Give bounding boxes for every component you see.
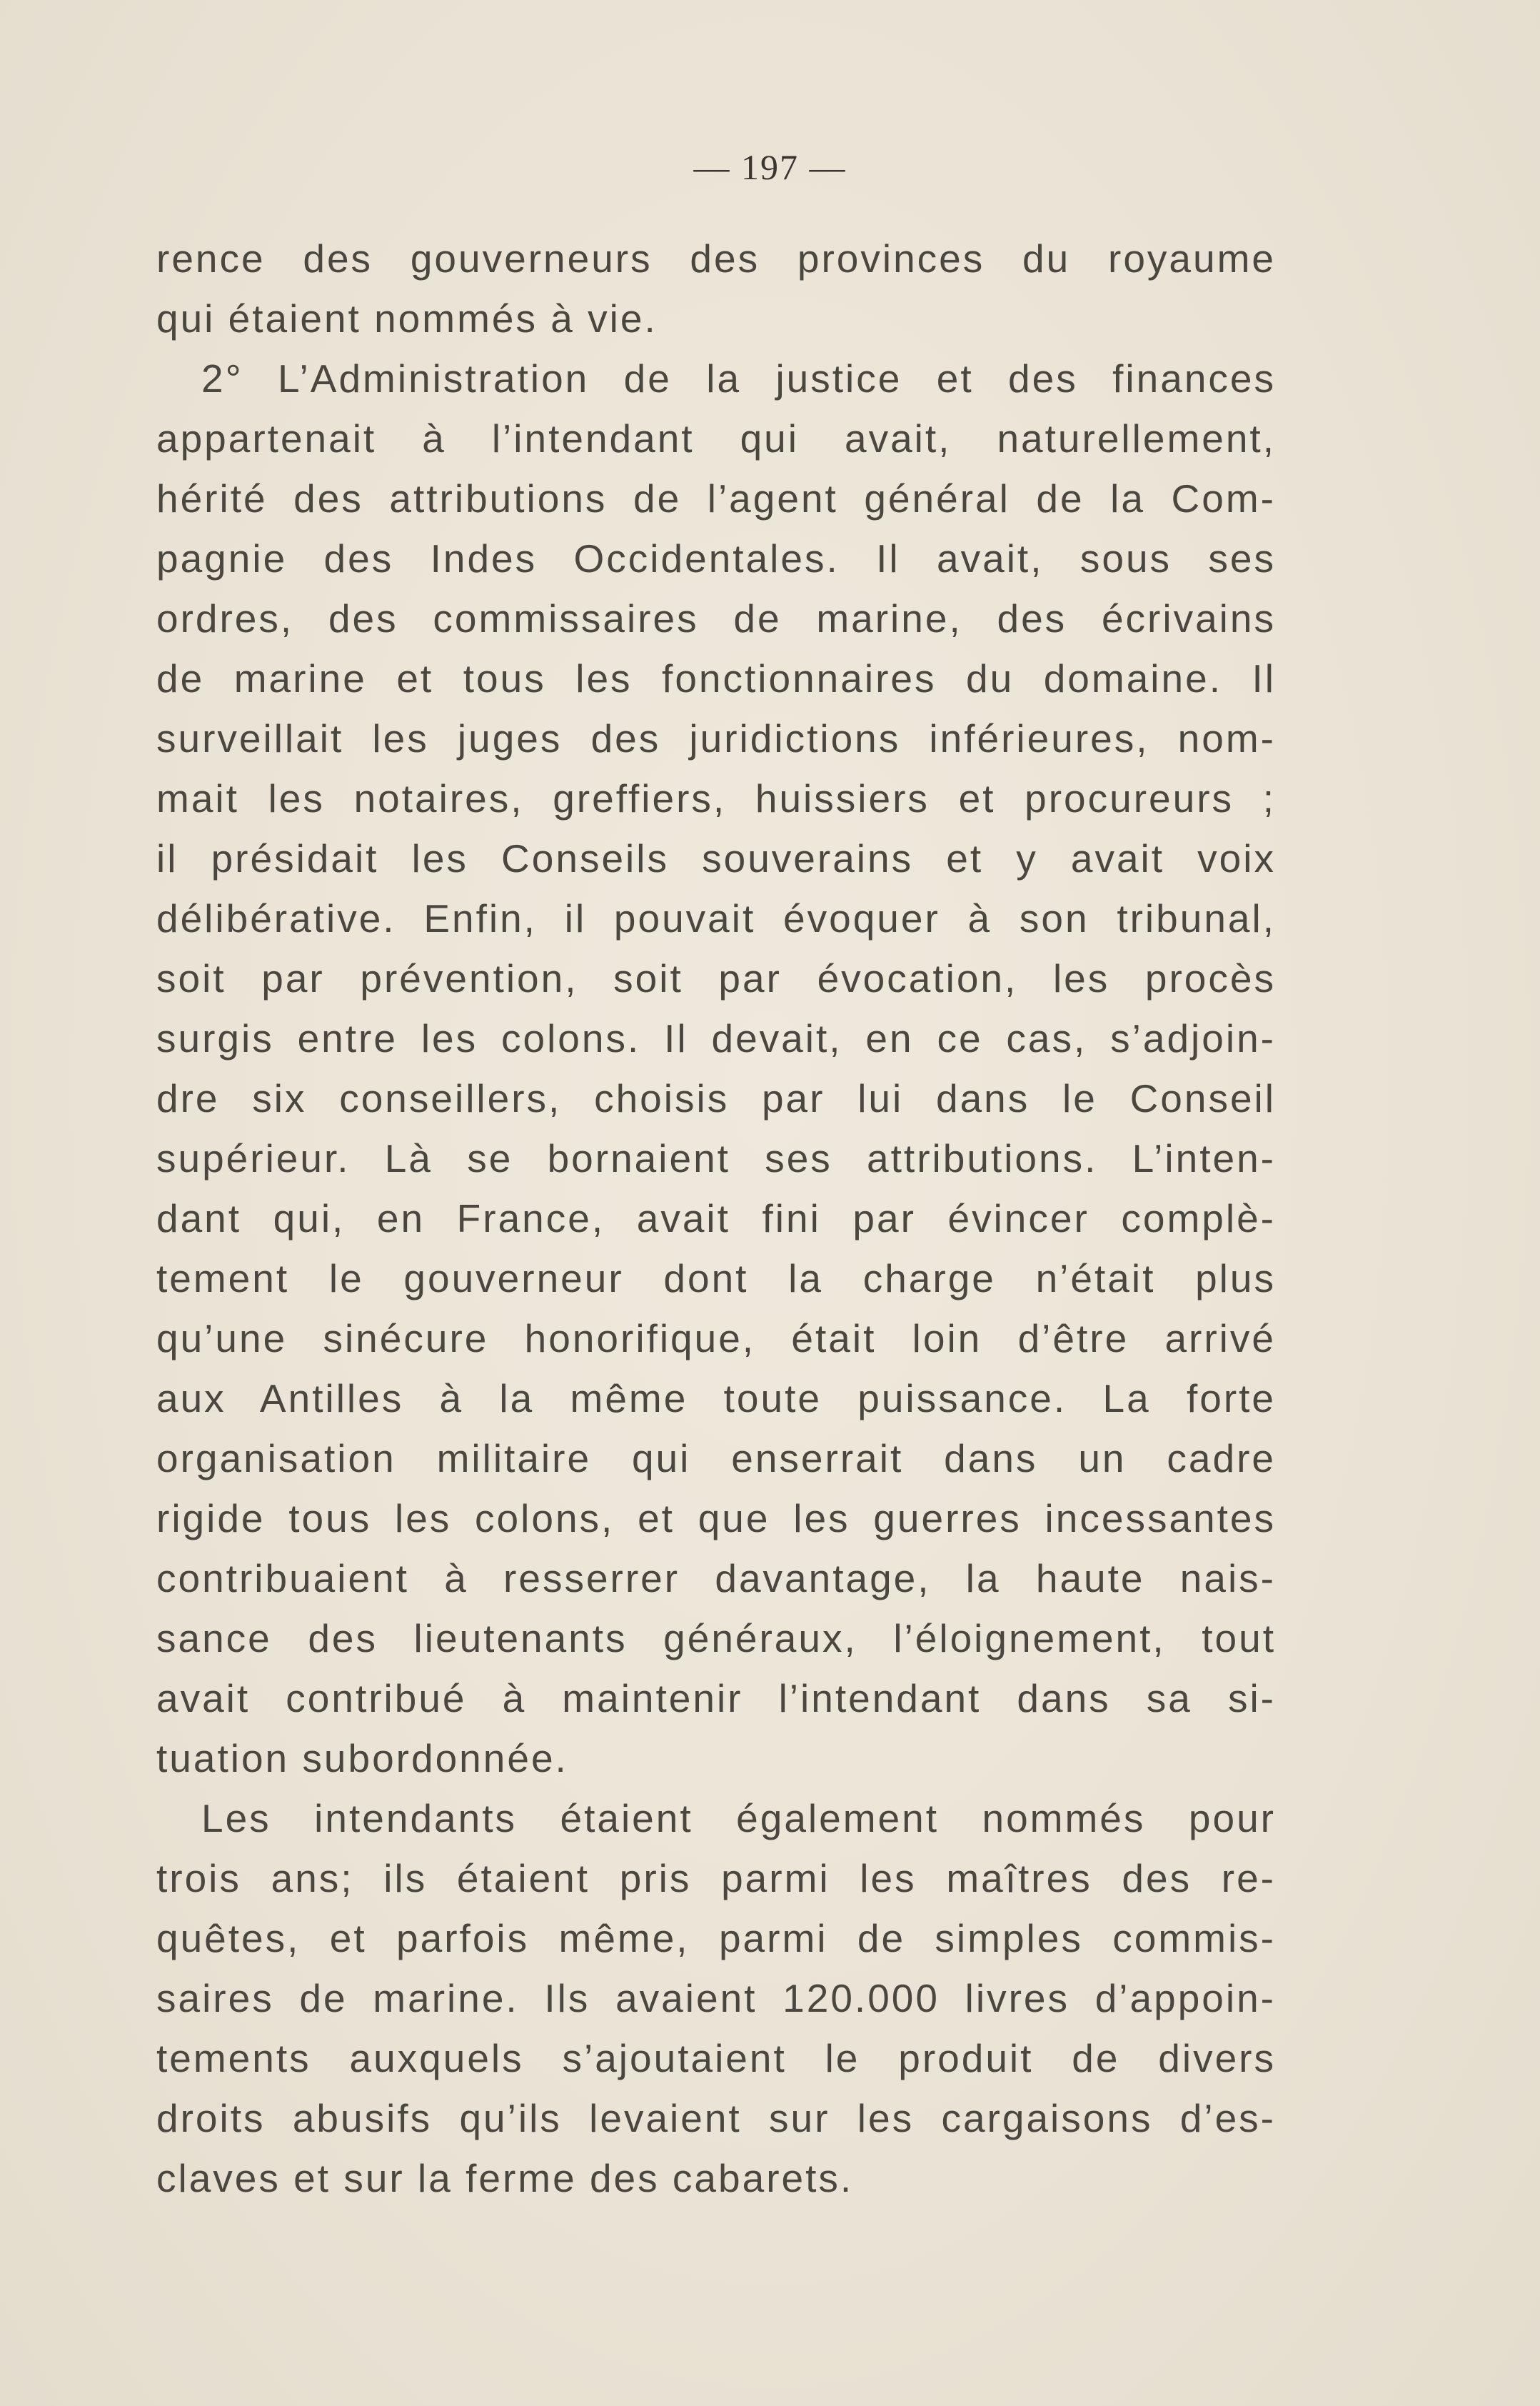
text-line: pagnie des Indes Occidentales. Il avait, sous ses (156, 536, 1276, 581)
text-line: saires de marine. Ils avaient 120.000 livres d’appoin- (156, 1976, 1276, 2020)
text-line: aux Antilles à la même toute puissance. La forte (156, 1376, 1276, 1420)
text-line: organisation militaire qui enserrait dans un cadre (156, 1436, 1276, 1480)
text-line: tement le gouverneur dont la charge n’était plus (156, 1256, 1276, 1300)
text-line: surgis entre les colons. Il devait, en ce cas, s’adjoin- (156, 1016, 1276, 1061)
text-line: supérieur. Là se bornaient ses attributions. L’inten- (156, 1136, 1276, 1181)
text-line: rence des gouverneurs des provinces du royaume (156, 236, 1276, 281)
text-line: sance des lieutenants généraux, l’éloignement, tout (156, 1616, 1276, 1660)
text-line: avait contribué à maintenir l’intendant dans sa si- (156, 1676, 1276, 1720)
text-line: il présidait les Conseils souverains et y avait voix (156, 836, 1276, 881)
text-line: trois ans; ils étaient pris parmi les maîtres des re- (156, 1856, 1276, 1900)
body-text (156, 229, 1276, 2208)
text-line: droits abusifs qu’ils levaient sur les cargaisons d’es- (156, 2096, 1276, 2140)
text-line: rigide tous les colons, et que les guerres incessantes (156, 1496, 1276, 1540)
text-line: tuation subordonnée. (156, 1736, 568, 1780)
text-line: ordres, des commissaires de marine, des écrivains (156, 596, 1276, 641)
text-line: appartenait à l’intendant qui avait, naturellement, (156, 416, 1276, 461)
text-line: qui étaient nommés à vie. (156, 296, 658, 341)
text-line: tements auxquels s’ajoutaient le produit de divers (156, 2036, 1276, 2080)
text-line: mait les notaires, greffiers, huissiers et procureurs ; (156, 776, 1276, 821)
text-line: 2° L’Administration de la justice et des finances (201, 356, 1276, 401)
text-line: quêtes, et parfois même, parmi de simples commis- (156, 1916, 1276, 1960)
text-line: délibérative. Enfin, il pouvait évoquer à son tribunal, (156, 896, 1276, 941)
page-number: — 197 — (693, 147, 847, 187)
text-line: Les intendants étaient également nommés pour (201, 1796, 1276, 1840)
text-line: qu’une sinécure honorifique, était loin d’être arrivé (156, 1316, 1276, 1360)
text-line: dre six conseillers, choisis par lui dans le Conseil (156, 1076, 1276, 1121)
text-line: de marine et tous les fonctionnaires du domaine. Il (156, 656, 1276, 701)
text-line: surveillait les juges des juridictions inférieures, nom- (156, 716, 1276, 761)
text-line: contribuaient à resserrer davantage, la haute nais- (156, 1556, 1276, 1600)
text-line: dant qui, en France, avait fini par évincer complè- (156, 1196, 1276, 1240)
text-line: hérité des attributions de l’agent général de la Com- (156, 476, 1276, 521)
text-line: soit par prévention, soit par évocation, les procès (156, 956, 1276, 1001)
text-line: claves et sur la ferme des cabarets. (156, 2156, 854, 2200)
